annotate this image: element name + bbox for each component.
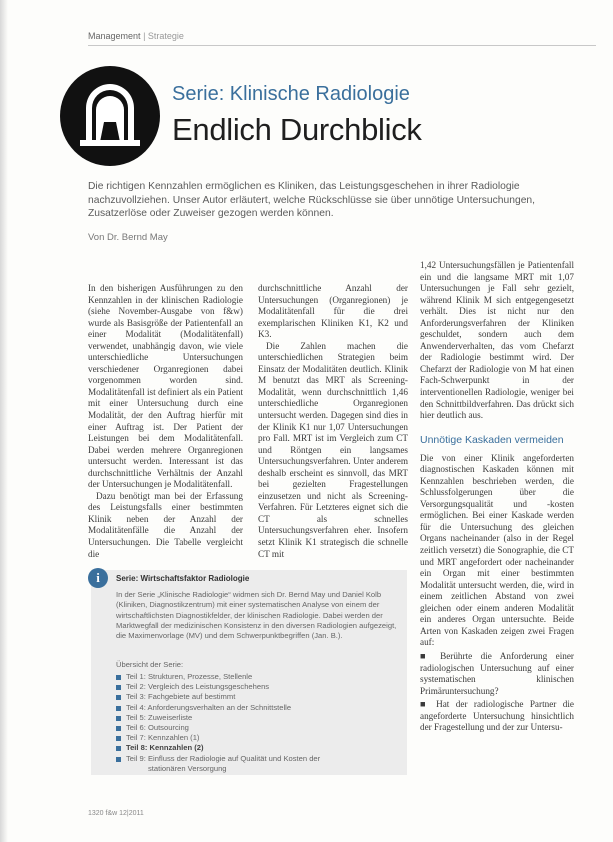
series-item: Teil 1: Strukturen, Prozesse, Stellenle <box>116 672 401 682</box>
subheading: Unnötige Kaskaden vermeiden <box>420 433 564 446</box>
header-divider <box>88 45 596 46</box>
series-item-continuation: stationären Versorgung <box>148 763 227 773</box>
section-header: Management | Strategie <box>88 31 184 41</box>
series-item: Teil 9: Einfluss der Radiologie auf Qualität und Kosten der <box>116 754 401 764</box>
body-paragraph: durchschnittliche Anzahl der Untersuchungen (Organregionen) je Modalitätenfall für die drei exemplarischen Kliniken K1, K2 und K3. <box>258 283 408 340</box>
series-item: Teil 5: Zuweiserliste <box>116 713 401 723</box>
series-item: Teil 2: Vergleich des Leistungsgeschehens <box>116 682 401 692</box>
info-box-heading: Serie: Wirtschaftsfaktor Radiologie <box>116 574 250 583</box>
series-item: Teil 7: Kennzahlen (1) <box>116 733 401 743</box>
subsection-label: Strategie <box>147 31 184 41</box>
body-paragraph: Dazu benötigt man bei der Erfassung des Leistungsfalls einer bestimmten Klinik neben der Anzahl der Modalitätenfälle die Anzahl der Untersuchungen. Die Tabelle vergleicht die <box>88 490 243 559</box>
text-column-2 <box>258 283 408 560</box>
page-footer: 1320 f&w 12|2011 <box>88 810 144 817</box>
body-paragraph: In den bisherigen Ausführungen zu den Kennzahlen in der klinischen Radiologie (siehe November-Ausgabe von f&w) wurde als Basisgröße der Patientenfall an einer Modalität (Modalitätenfall) verwendet, unabhängig davon, wie viele unterschiedliche Untersuchungen verschiedener Organregionen dabei vorgenommen worden sind. Modalitätenfall ist definiert als ein Patient mit einer Untersuchung durch eine Modalität, der den Auftrag hierfür mit einer Auftrag ist. Der Patient der Leistungen bei dem Modalitätenfall. Dabei werden mehrere Organregionen untersucht werden. Interessant ist das durchschnittliche Verhältnis der Anzahl der Untersuchungen je Modalitätenfall. <box>88 283 243 490</box>
body-paragraph: Die Zahlen machen die unterschiedlichen Strategien beim Einsatz der Modalitäten deutlich. Klinik M benutzt das MRT als Screening-Modalität, wenn durchschnittlich 1,46 unterschiedliche Organregionen untersucht werden. Dagegen sind dies in der Klinik K1 nur 1,07 Untersuchungen pro Fall. MRT ist im Vergleich zum CT und Röntgen ein langsames Untersuchungsverfahren. Unter anderem deshalb erscheint es sinnvoll, das MRT bei gezielten Fragestellungen einzusetzen und nicht als Screening-Verfahren. Für Letzteres eignet sich die CT als schnelles Untersuchungsverfahren eher. Insofern setzt Klinik K1 strategisch die schnelle CT mit <box>258 340 408 559</box>
series-item: Teil 4: Anforderungsverhalten an der Schnittstelle <box>116 703 401 713</box>
lead-paragraph: Die richtigen Kennzahlen ermöglichen es Kliniken, das Leistungsgeschehen in ihrer Radiologie nachzuvollziehen. Unser Autor erläutert, welche Rückschlüsse sie über unnötige Untersuchungen, Zusatzerlöse oder Zuweiser gezogen werden können. <box>88 181 536 219</box>
body-paragraph: Die von einer Klinik angeforderten diagnostischen Kaskaden können mit Kennzahlen beschrieben werden, die Schlussfolgerungen über die Versorgungsqualität und -kosten ermöglichen. Bei einer Kaskade werden für die Untersuchung des gleichen Organs nacheinander (also in der Regel zeitlich versetzt) die Sonographie, die CT und MRT angefordert oder nacheinander ein Organ mit einer bestimmten Modalität untersucht werden, die, wird in einem zeitlichen Abstand von zwei gleichen oder einem anderen Modalität ein anderes Organ untersuchte. Beide Arten von Kaskaden zeigen zwei Fragen auf: <box>420 452 574 648</box>
series-title: Serie: Klinische Radiologie <box>172 83 410 105</box>
bullet-item: ■ Berührte die Anforderung einer radiologischen Untersuchung auf einer systematischen klinischen Primäruntersuchung? <box>420 650 574 696</box>
radiology-scanner-icon <box>60 66 160 166</box>
text-column-1 <box>88 283 243 560</box>
body-paragraph: 1,42 Untersuchungsfällen je Patientenfall ein und die langsame MRT mit 1,07 Untersuchungen je Fall sehr gezielt, während Klinik M sich entgegengesetzt verhält. Dies ist nicht nur den Anforderungsverfahren der Kliniken geschuldet, sondern auch dem Anwenderverhalten, das vom Chefarzt der Radiologie bestimmt wird. Der Chefarzt der Radiologie von M hat einen Fach-Schwerpunkt in der interventionellen Radiologie, weniger bei den Schnittbildverfahren. Das drückt sich hier deutlich aus. <box>420 260 574 421</box>
article-title: Endlich Durchblick <box>172 112 422 147</box>
text-column-3 <box>420 260 574 734</box>
info-box-text: In der Serie „Klinische Radiologie“ widmen sich Dr. Bernd May und Daniel Kolb (Kliniken, Diagnostikzentrum) mit einer systematischen Analyse von einem der wirtschaftlichsten Diagnostikfelder, der klinischen Radiologie. Dabei werden der Marktwegfall der medizinischen Konsistenz in den diversen Radiologien aufgezeigt, die Maximenvorlage (MV) und dem Schwerpunktbegriffen (Jan. B.). <box>116 590 397 641</box>
series-item: Teil 3: Fachgebiete auf bestimmt <box>116 692 401 702</box>
page-edge-shadow <box>0 0 8 842</box>
series-item-current: Teil 8: Kennzahlen (2) <box>116 743 401 753</box>
author-byline: Von Dr. Bernd May <box>88 232 168 243</box>
info-box-subheading: Übersicht der Serie: <box>116 660 184 669</box>
series-item: Teil 6: Outsourcing <box>116 723 401 733</box>
section-label: Management <box>88 31 141 41</box>
info-icon: i <box>88 568 108 588</box>
bullet-item: ■ Hat der radiologische Partner die angeforderte Untersuchung hinsichtlich der Fragestellung und der zur Untersu- <box>420 699 574 733</box>
series-list <box>116 672 401 774</box>
